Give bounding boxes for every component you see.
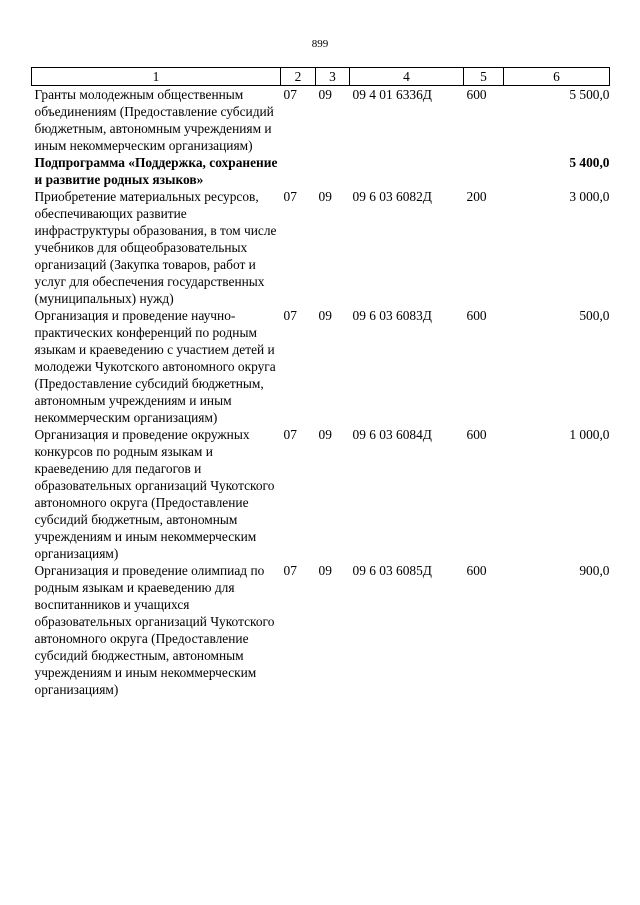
row-subsection: 09 <box>318 87 332 102</box>
table-row <box>32 86 610 155</box>
page-number: 899 <box>311 38 329 50</box>
row-expense-type: 600 <box>466 563 487 578</box>
row-name: Подпрограмма «Поддержка, сохранение и развитие родных языков» <box>34 155 278 187</box>
row-expense-type: 200 <box>466 189 487 204</box>
header-row <box>32 68 610 86</box>
row-expense-type: 600 <box>466 87 487 102</box>
row-name: Приобретение материальных ресурсов, обеспечивающих развитие инфраструктуры образования, в том числе учебников для общеобразовательных организаций (Закупка товаров, работ и услуг для обеспечения государственных (муниципальных) нужд) <box>34 189 277 306</box>
budget-table <box>31 67 610 698</box>
row-target-article: 09 6 03 6084Д <box>352 427 432 442</box>
row-amount: 1 000,0 <box>569 427 610 442</box>
table-row <box>32 307 610 426</box>
row-section: 07 <box>283 563 297 578</box>
row-target-article <box>350 154 464 188</box>
row-amount: 5 500,0 <box>569 87 610 102</box>
table-row <box>32 188 610 307</box>
row-subsection: 09 <box>318 563 332 578</box>
row-target-article: 09 6 03 6082Д <box>352 189 432 204</box>
header-col-2: 2 <box>281 68 316 86</box>
row-target-article: 09 6 03 6085Д <box>352 563 432 578</box>
row-section: 07 <box>283 427 297 442</box>
row-amount: 500,0 <box>579 308 610 323</box>
row-subsection: 09 <box>318 189 332 204</box>
header-col-1: 1 <box>32 68 281 86</box>
row-expense-type: 600 <box>466 427 487 442</box>
row-subsection <box>316 154 350 188</box>
row-section: 07 <box>283 189 297 204</box>
row-section: 07 <box>283 308 297 323</box>
row-expense-type <box>464 154 504 188</box>
row-expense-type: 600 <box>466 308 487 323</box>
row-target-article: 09 4 01 6336Д <box>352 87 432 102</box>
row-amount: 900,0 <box>579 563 610 578</box>
row-amount: 3 000,0 <box>569 189 610 204</box>
header-col-4: 4 <box>350 68 464 86</box>
header-col-6: 6 <box>504 68 610 86</box>
row-name: Организация и проведение окружных конкурсов по родным языкам и краеведению для педагогов и образовательных организаций Чукотского автономного округа (Предоставление субсидий бюджетным, автономным учреждениям и иным некоммерческим организациям) <box>34 427 275 561</box>
header-col-5: 5 <box>464 68 504 86</box>
row-subsection: 09 <box>318 308 332 323</box>
table-body <box>32 86 610 699</box>
row-name: Организация и проведение олимпиад по родным языкам и краеведению для воспитанников и учащихся образовательных организаций Чукотского автономного округа (Предоставление субсидий бюджестным, автономным учреждениям и иным некоммерческим организациям) <box>34 563 275 697</box>
row-subsection: 09 <box>318 427 332 442</box>
row-section: 07 <box>283 87 297 102</box>
table-row <box>32 562 610 698</box>
row-target-article: 09 6 03 6083Д <box>352 308 432 323</box>
row-name: Гранты молодежным общественным объединениям (Предоставление субсидий бюджетным, автономным учреждениям и иным некоммерческим организациям) <box>34 87 274 153</box>
row-amount: 5 400,0 <box>569 155 610 170</box>
row-name: Организация и проведение научно-практических конференций по родным языкам и краеведению с участием детей и молодежи Чукотского автономного округа (Предоставление субсидий бюджетным, автономным учреждениям и иным некоммерческим организациям) <box>34 308 276 425</box>
table-row <box>32 154 610 188</box>
row-section <box>281 154 316 188</box>
table-row <box>32 426 610 562</box>
header-col-3: 3 <box>316 68 350 86</box>
